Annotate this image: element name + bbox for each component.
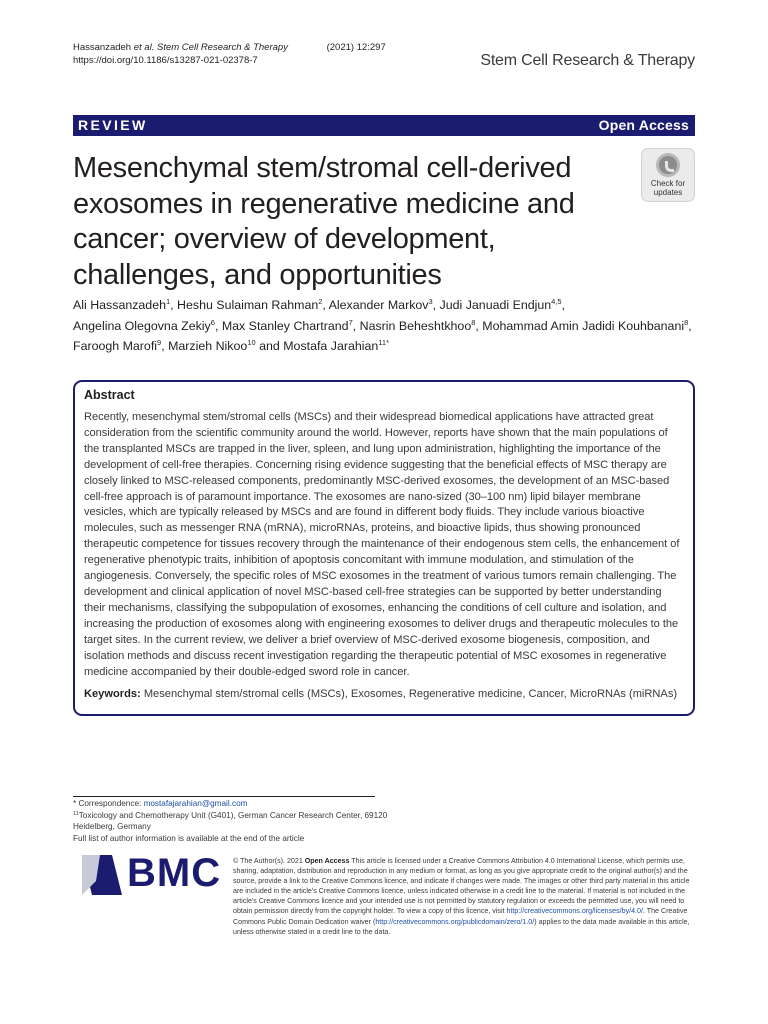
- check-for-updates-icon: [656, 153, 680, 177]
- citation-journal: Stem Cell Research & Therapy: [157, 42, 288, 53]
- open-access-label: Open Access: [598, 117, 689, 133]
- authors-and: and: [259, 339, 280, 353]
- affiliation-mark: 11: [73, 810, 79, 817]
- author-affiliation: 9: [157, 338, 162, 347]
- correspondence-email-link[interactable]: mostafajarahian@gmail.com: [143, 799, 248, 808]
- bmc-logo-text: BMC: [127, 851, 222, 895]
- license-text-2: . The Creative Commons Public Domain Dedication waiver (: [233, 907, 688, 926]
- keywords: [84, 687, 685, 702]
- article-type-label: REVIEW: [78, 117, 148, 133]
- article-title: Mesenchymal stem/stromal cell-derived exosomes in regenerative medicine and cancer; overview of development, challenges, and opportunities: [73, 152, 575, 291]
- cc-zero-link[interactable]: http://creativecommons.org/publicdomain/zero/1.0/: [375, 917, 535, 926]
- license-statement: [233, 856, 693, 937]
- copyright-notice: © The Author(s). 2021: [233, 857, 303, 865]
- author-affiliation: 10: [247, 338, 256, 347]
- author-name: Mostafa Jarahian: [283, 339, 379, 353]
- citation-authors: Hassanzadeh: [73, 42, 132, 53]
- doi-link[interactable]: https://doi.org/10.1186/s13287-021-02378-7: [73, 55, 258, 66]
- abstract-text: Recently, mesenchymal stem/stromal cells (MSCs) and their widespread biomedical applications have attracted great consideration from the scientific community around the world. However, reports have shown that the main populations of the transplanted MSCs are trapped in the liver, spleen, and lung upon administration, highlighting the importance of the development of cell-free therapies. Concerning rising evidence suggesting that the beneficial effects of MSC therapy are closely linked to MSC-released components, predominantly MSC-derived exosomes, the development of an MSC-based cell-free approach is of paramount importance. The exosomes are nano-sized (30–100 nm) lipid bilayer membrane vesicles, which are typically released by MSCs and are found in different body fluids. They include various bioactive molecules, such as messenger RNA (mRNA), microRNAs, proteins, and bioactive lipids, thus showing pronounced therapeutic competence for tissues recovery through the maintenance of their endogenous stem cells, the enhancement of regenerative phenotypic traits, inhibition of apoptosis concomitant with immune modulation, and stimulation of the angiogenesis. Conversely, the specific roles of MSC exosomes in the treatment of various tumors remain challenging. The development and clinical application of novel MSC-based cell-free strategies can be supported by better understanding their mechanisms, classifying the subpopulation of exosomes, enhancing the conditions of cell culture and isolation, and increasing the production of exosomes along with engineering exosomes to deliver drugs and therapeutic molecules to the target sites. In the current review, we deliver a brief overview of MSC-derived exosome biogenesis, composition, and isolation methods and discuss recent investigation regarding the therapeutic potential of MSC exosomes in regenerative medicine accompanied by their double-edged sword role in cancer.: [84, 411, 680, 678]
- author-name: Max Stanley Chartrand: [221, 318, 349, 333]
- author-name: Marzieh Nikoo: [168, 339, 248, 353]
- author-list: Ali Hassanzadeh$^1$, Heshu Sulaiman Rahman$^2$, Alexander Markov$^3$, Judi Januadi Endjun$^{4,5}$, Angelina Olegovna Zekiy$^6$, Max Stanley Chartrand$^7$, Nasrin Beheshtkhoo$^8$, Mohammad Amin Jadidi Kouhbanani$^8$, Faroogh Marofi$^9$, Marzieh Nikoo$^{10}$ and Mostafa Jarahian$^{11*}$: [73, 297, 692, 353]
- cc-by-link[interactable]: http://creativecommons.org/licenses/by/4.0/: [506, 907, 643, 916]
- author-affiliation: 8: [684, 317, 689, 327]
- author-name: Alexander Markov: [328, 298, 429, 312]
- article-type-bar: [73, 115, 695, 136]
- check-for-updates-text: Check for updates: [650, 179, 686, 197]
- author-affiliation: 1: [165, 297, 171, 306]
- abstract-heading: Abstract: [84, 388, 135, 402]
- footnotes: [73, 798, 393, 844]
- check-for-updates-button[interactable]: [641, 148, 695, 202]
- journal-name: Stem Cell Research & Therapy: [480, 52, 695, 69]
- keywords-label: Keywords:: [84, 688, 141, 701]
- license-text-3: ) applies to the data made available in this article, unless otherwise stated in a credit line to the data.: [233, 917, 690, 936]
- author-affiliation: 6: [210, 317, 215, 327]
- author-affiliation: 8: [471, 317, 476, 327]
- bmc-logo-icon: [82, 855, 122, 895]
- license-text: This article is licensed under a Creative Commons Attribution 4.0 International License, which permits use, sharing, adaptation, distribution and reproduction in any medium or format, as long as you give appropriate credit to the original author(s) and the source, provide a link to the Creative Commons licence, and indicate if changes were made. The images or other third party material in this article are included in the article's Creative Commons licence, unless indicated otherwise in a credit line to the material. If material is not included in the article's Creative Commons licence and your intended use is not permitted by statutory regulation or exceeds the permitted use, you will need to obtain permission directly from the copyright holder. To view a copy of this licence, visit: [233, 857, 690, 916]
- correspondence-label: * Correspondence:: [73, 799, 142, 808]
- author-name: Judi Januadi Endjun: [439, 298, 552, 312]
- abstract-box: [73, 380, 695, 716]
- affiliation-text: Toxicology and Chemotherapy Unit (G401), German Cancer Research Center, 69120 Heidelberg, Germany: [73, 810, 388, 831]
- author-name: Angelina Olegovna Zekiy: [73, 318, 211, 333]
- author-info-note: Full list of author information is available at the end of the article: [73, 833, 305, 843]
- author-name: Faroogh Marofi: [73, 339, 158, 353]
- keywords-list: Mesenchymal stem/stromal cells (MSCs), Exosomes, Regenerative medicine, Cancer, MicroRNAs (miRNAs): [143, 688, 678, 701]
- author-affiliation: 7: [348, 317, 353, 327]
- author-name: Mohammad Amin Jadidi Kouhbanani: [482, 318, 685, 333]
- author-affiliation: 3: [428, 297, 433, 306]
- author-name: Heshu Sulaiman Rahman: [177, 298, 319, 312]
- author-affiliation: 4,5: [551, 297, 562, 306]
- footnote-divider: [73, 796, 375, 797]
- citation-etal: et al.: [133, 42, 155, 53]
- license-open-access: Open Access: [304, 857, 350, 865]
- author-affiliation: 2: [318, 297, 323, 306]
- running-header: [73, 41, 386, 67]
- citation-volume: (2021) 12:297: [326, 42, 386, 53]
- author-name: Ali Hassanzadeh: [73, 298, 166, 312]
- author-name: Nasrin Beheshtkhoo: [359, 318, 472, 333]
- author-affiliation: 11*: [378, 338, 390, 347]
